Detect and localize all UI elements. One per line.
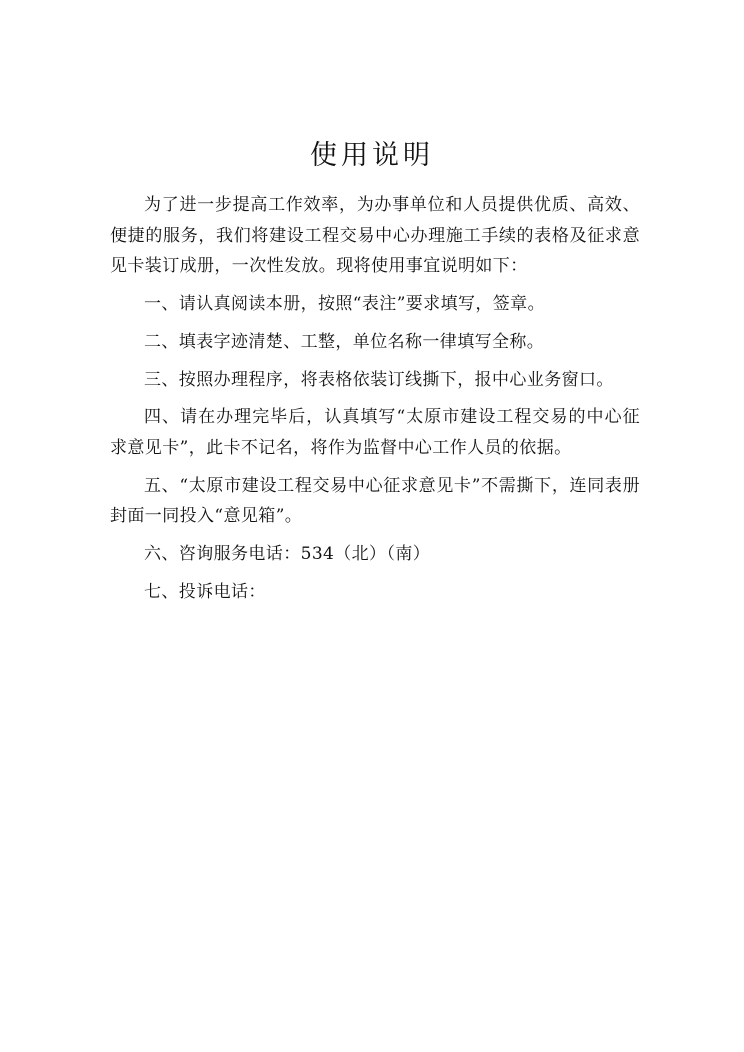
complaint-phone: 七、投诉电话： (144, 581, 266, 602)
instruction-item-1: 一、请认真阅读本册，按照“表注”要求填写，签章。 (144, 293, 545, 314)
document-body (110, 190, 640, 615)
instruction-item-2: 二、填表字迹清楚、工整，单位名称一律填写全称。 (144, 331, 545, 352)
intro-paragraph: 为了进一步提高工作效率，为办事单位和人员提供优质、高效、便捷的服务，我们将建设工程交易中心办理施工手续的表格及征求意见卡装订成册，一次性发放。现将使用事宜说明如下： (110, 195, 640, 277)
instruction-item-4: 四、请在办理完毕后，认真填写“太原市建设工程交易的中心征求意见卡”，此卡不记名，将作为监督中心工作人员的依据。 (110, 407, 640, 458)
document-title: 使用说明 (310, 140, 434, 171)
instruction-item-5: 五、“太原市建设工程交易中心征求意见卡”不需撕下，连同表册封面一同投入“意见箱”。 (110, 475, 640, 527)
consultation-phone: 六、咨询服务电话：534（北）（南） (144, 544, 431, 565)
instruction-item-3: 三、按照办理程序，将表格依装订线撕下，报中心业务窗口。 (144, 369, 614, 390)
